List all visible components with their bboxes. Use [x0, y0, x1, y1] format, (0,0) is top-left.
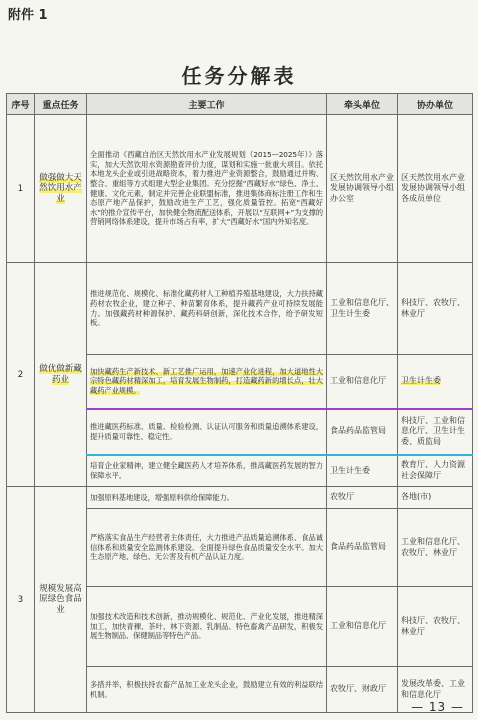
assist-unit: 科技厅、工业和信息化厅、卫生计生委、质监局 — [398, 409, 473, 455]
lead-unit: 食品药品监管局 — [327, 409, 398, 455]
task-number: 1 — [7, 115, 35, 263]
main-work: 推进规范化、规模化、标准化藏药材人工种植养殖基地建设，大力扶持藏药材农牧企业，建立种子、种苗繁育体系，提升藏药产业可持续发展能力。加强藏药材种源保护、藏药科研创新，深化技术合作，给予研发短板。 — [87, 263, 327, 355]
lead-unit: 农牧厅 — [327, 487, 398, 509]
main-work: 严格落实食品生产经营者主体责任，大力推进产品质量追溯体系、食品诚信体系和质量安全监测体系建设。全面提升绿色食品质量安全水平。加大生态原产地、绿色、无公害及有机产品认证力度。 — [87, 509, 327, 587]
main-work: 培育企业家精神，建立健全藏医药人才培养体系，推高藏医药发展的智力保障水平。 — [87, 455, 327, 487]
table-row — [7, 263, 473, 355]
main-work: 加强技术改造和技术创新，推动规模化、规范化、产业化发展，推进精深加工，加快青稞、茶叶、林下资源、乳制品、特色畜禽产品研发，积极发展生物制品、保健制品等特色产品。 — [87, 587, 327, 667]
lead-unit: 食品药品监管局 — [327, 509, 398, 587]
lead-unit: 工业和信息化厅 — [327, 355, 398, 409]
main-work — [87, 355, 327, 409]
task-number: 3 — [7, 487, 35, 713]
assist-unit: 教育厅、人力资源社会保障厅 — [398, 455, 473, 487]
header-lead-unit: 牵头单位 — [327, 94, 398, 115]
key-task: 规模发展高原绿色食品业 — [35, 487, 87, 713]
task-table — [6, 93, 473, 713]
main-work: 多措并举，积极扶持农畜产品加工业龙头企业，鼓励建立有效的利益联结机制。 — [87, 667, 327, 713]
assist-unit: 科技厅、农牧厅、林业厅 — [398, 587, 473, 667]
lead-unit: 农牧厅、财政厅 — [327, 667, 398, 713]
assist-unit — [398, 355, 473, 409]
main-work: 推进藏医药标准、质量、检验检测、认证认可服务和质量追溯体系建设，提升质量可靠性、稳定性。 — [87, 409, 327, 455]
lead-unit: 工业和信息化厅、卫生计生委 — [327, 263, 398, 355]
page-number: — 13 — — [411, 700, 464, 714]
key-task-text: 做优做新藏药业 — [39, 363, 82, 385]
key-task — [35, 115, 87, 263]
assist-unit: 科技厅、农牧厅、林业厅 — [398, 263, 473, 355]
page-title: 任务分解表 — [181, 64, 297, 88]
main-work: 全面推动《西藏自治区天然饮用水产业发展规划（2015—2025年）》落实，加大天然饮用水资源勘查评价力度，谋划和实施一批重大项目。依托本地龙头企业或引进战略资本，着力推进产业资源整合，鼓励通过并购、整合、重组等方式组建大型企业集团。充分挖掘“西藏好水”绿色、净土、健康、文化元素，制定并完善企业联盟标准，推进集体商标注册工作和生态原产地产品保护，鼓励改进生产工艺，强化质量管控。拓宽“西藏好水”的推介宣传平台，加快健全物流配送体系，开展以“互联网+”为支撑的营销网络体系建设，提升市场占有率，扩大“西藏好水”国内外知名度。 — [87, 115, 327, 263]
table-row — [7, 115, 473, 263]
table-header-row — [7, 94, 473, 115]
header-assist-unit: 协办单位 — [398, 94, 473, 115]
assist-unit: 区天然饮用水产业发展协调领导小组各成员单位 — [398, 115, 473, 263]
table-row — [7, 487, 473, 509]
attachment-label: 附件 1 — [8, 8, 48, 23]
header-main-work: 主要工作 — [87, 94, 327, 115]
key-task-text: 做强做大天然饮用水产业 — [39, 172, 82, 204]
task-number: 2 — [7, 263, 35, 487]
assist-unit-text: 卫生计生委 — [401, 376, 441, 386]
assist-unit: 各地(市) — [398, 487, 473, 509]
lead-unit: 工业和信息化厅 — [327, 587, 398, 667]
main-work: 加强原料基地建设，增强原料供给保障能力。 — [87, 487, 327, 509]
assist-unit: 工业和信息化厅、农牧厅、林业厅 — [398, 509, 473, 587]
header-key-task: 重点任务 — [35, 94, 87, 115]
main-work-text: 加快藏药生产新技术、新工艺推广运用，加速产业化进程，加大道地性大宗特色藏药材精深加工，培育发展生物制药，打造藏药新的增长点，壮大藏药产业规模。 — [90, 366, 323, 396]
lead-unit: 区天然饮用水产业发展协调领导小组办公室 — [327, 115, 398, 263]
header-no: 序号 — [7, 94, 35, 115]
assist-unit: 发展改革委、工业和信息化厅 — [398, 667, 473, 713]
lead-unit: 卫生计生委 — [327, 455, 398, 487]
key-task — [35, 263, 87, 487]
